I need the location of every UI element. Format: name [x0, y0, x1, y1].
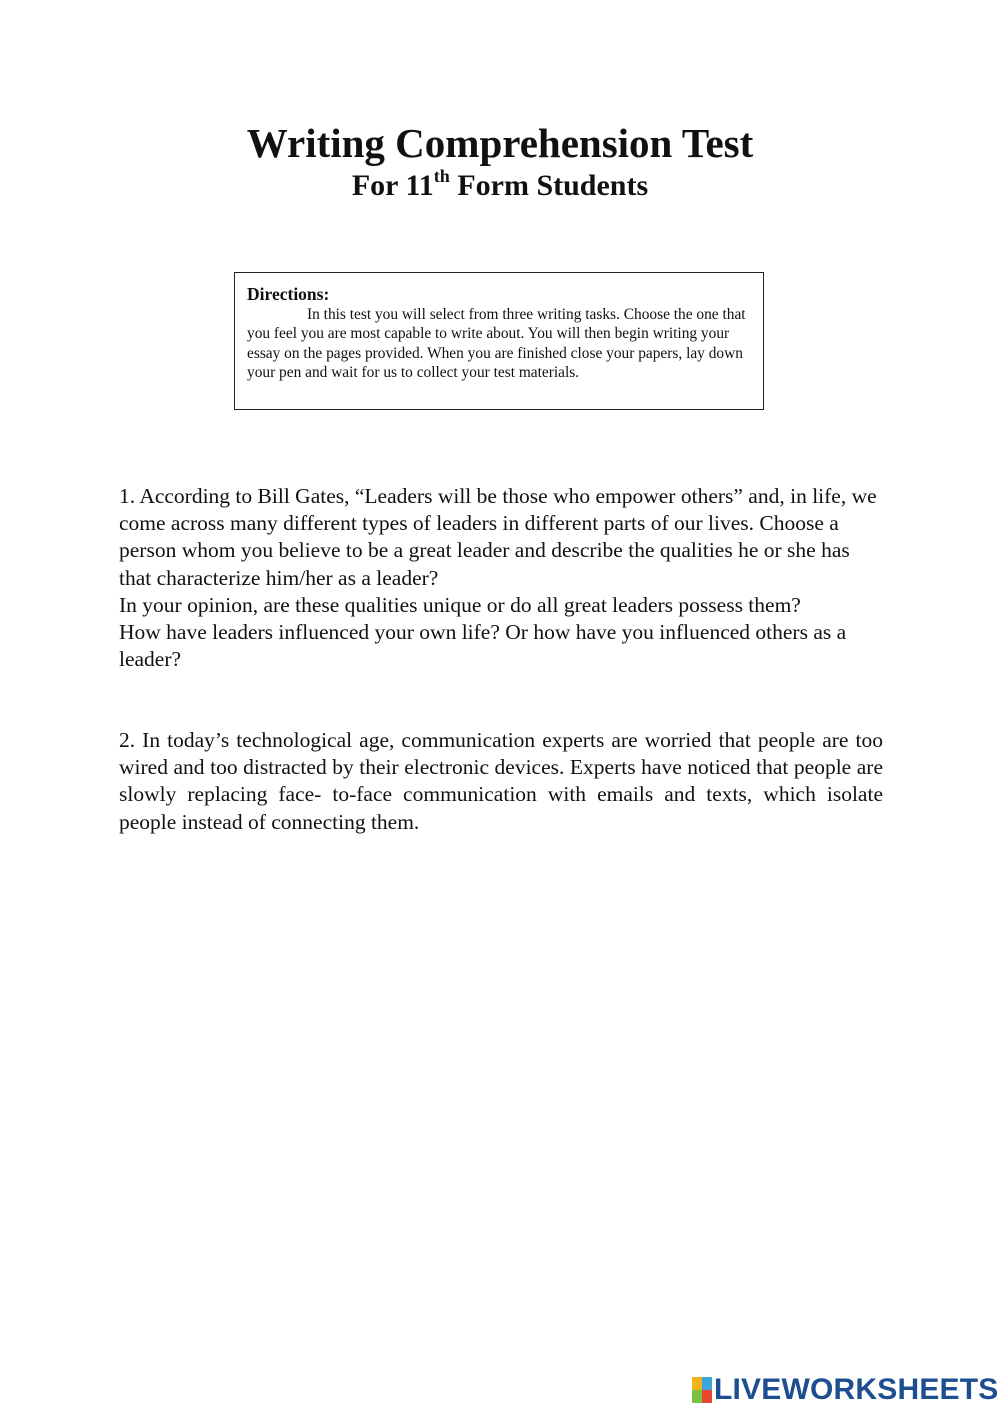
page-subtitle	[0, 166, 1000, 206]
logo-tile-i	[702, 1377, 712, 1390]
liveworksheets-watermark	[692, 1373, 999, 1407]
logo-tile-v	[692, 1390, 702, 1403]
logo-tile-l	[692, 1377, 702, 1390]
question-1	[119, 483, 883, 673]
question-2	[119, 727, 883, 836]
question-1-prompt: 1. According to Bill Gates, “Leaders will be those who empower others” and, in life, we come across many different types of leaders in different parts of our lives. Choose a person whom you believe to be a great leader and describe the qualities he or she has that characterize him/her as a leader?	[119, 484, 877, 590]
subtitle-suffix: Form Students	[449, 169, 649, 202]
liveworksheets-logo-icon	[692, 1377, 712, 1403]
directions-box	[234, 272, 764, 410]
page-title: Writing Comprehension Test	[246, 120, 754, 166]
question-2-prompt: 2. In today’s technological age, communication experts are worried that people are too wired and too distracted by their electronic devices. Experts have noticed that people are slowly replacing face- to-face communication with emails and texts, which isolate people instead of connecting them.	[119, 728, 883, 834]
directions-heading: Directions:	[247, 284, 330, 304]
logo-tile-e	[702, 1390, 712, 1403]
subtitle-superscript: th	[433, 166, 450, 186]
liveworksheets-wordmark: LIVEWORKSHEETS	[714, 1373, 999, 1406]
question-1-followup-1: In your opinion, are these qualities unique or do all great leaders possess them?	[119, 592, 801, 617]
question-1-followup-2: How have leaders influenced your own life? Or how have you influenced others as a leader?	[119, 620, 847, 672]
directions-body: In this test you will select from three writing tasks. Choose the one that you feel you are most capable to write about. You will then begin writing your essay on the pages provided. When you are finished close your papers, lay down your pen and wait for us to collect your test materials.	[247, 306, 746, 382]
subtitle-prefix: For 11	[351, 169, 434, 202]
